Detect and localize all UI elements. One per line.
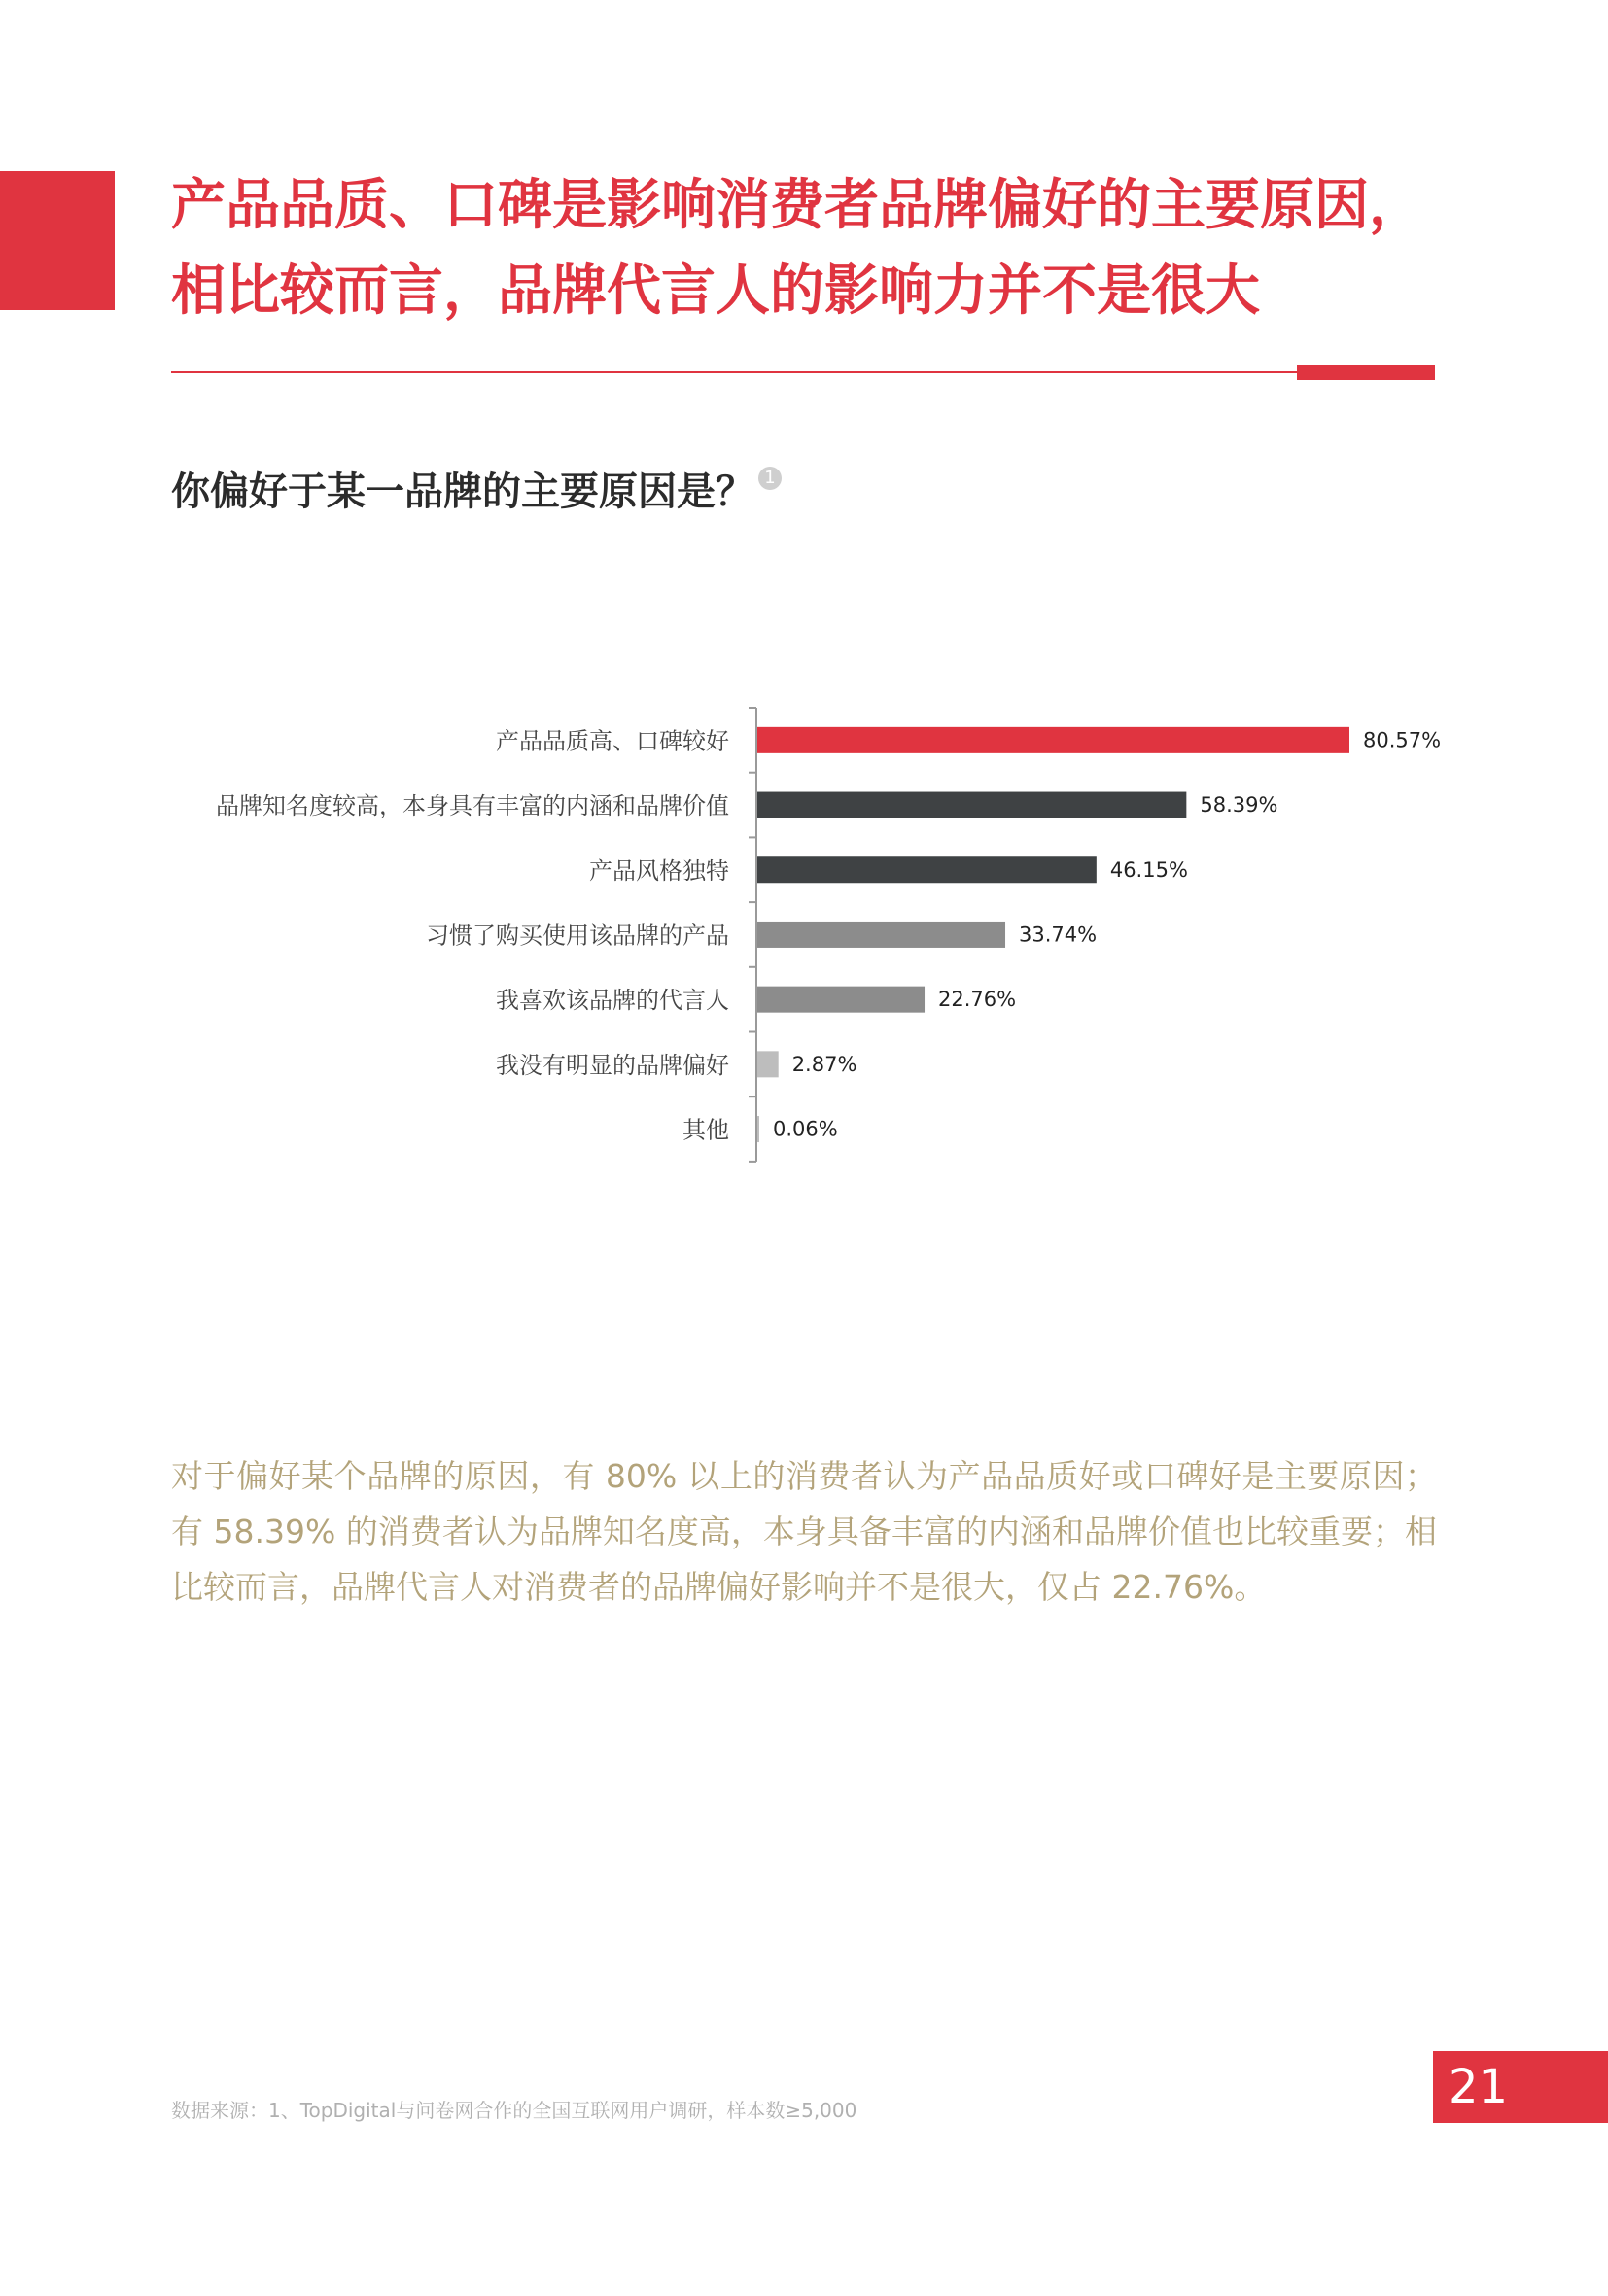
category-label: 产品风格独特 — [589, 856, 729, 885]
category-label: 其他 — [682, 1116, 729, 1144]
value-label: 33.74% — [1019, 922, 1098, 947]
bar — [757, 727, 1349, 753]
page-title-line-2: 相比较而言，品牌代言人的影响力并不是很大 — [171, 260, 1260, 323]
category-label: 品牌知名度较高，本身具有丰富的内涵和品牌价值 — [216, 792, 729, 820]
title-divider-accent — [1297, 365, 1435, 380]
value-label: 0.06% — [773, 1117, 838, 1141]
category-label: 我没有明显的品牌偏好 — [496, 1051, 729, 1079]
bar — [757, 922, 1005, 948]
left-accent-block — [0, 171, 115, 310]
category-label: 我喜欢该品牌的代言人 — [496, 987, 729, 1015]
page-title — [171, 163, 1454, 334]
value-label: 22.76% — [938, 988, 1017, 1012]
page-number: 21 — [1433, 2051, 1608, 2123]
data-source-note: 数据来源：1、TopDigital与问卷网合作的全国互联网用户调研，样本数≥5,000 — [171, 2099, 857, 2122]
footnote-marker: 1 — [758, 467, 782, 490]
category-label: 习惯了购买使用该品牌的产品 — [426, 922, 729, 950]
value-label: 2.87% — [791, 1052, 857, 1076]
bar — [757, 1116, 759, 1142]
page-title-line-1: 产品品质、口碑是影响消费者品牌偏好的主要原因， — [171, 174, 1423, 237]
chart-question-text: 你偏好于某一品牌的主要原因是？ — [171, 470, 754, 514]
category-label: 产品品质高、口碑较好 — [496, 727, 729, 755]
value-label: 46.15% — [1109, 857, 1188, 882]
bar — [757, 792, 1186, 818]
bar — [757, 987, 925, 1013]
bar — [757, 856, 1097, 883]
bar — [757, 1051, 779, 1077]
chart-question — [171, 465, 782, 519]
title-divider — [171, 371, 1435, 373]
value-label: 58.39% — [1200, 793, 1278, 818]
value-label: 80.57% — [1363, 728, 1442, 752]
summary-paragraph: 对于偏好某个品牌的原因，有 80% 以上的消费者认为产品品质好或口碑好是主要原因；有 58.39% 的消费者认为品牌知名度高，本身具备丰富的内涵和品牌价值也比较重要；相比较而言，品牌代言人对消费者的品牌偏好影响并不是很大，仅占 22.76%。 — [171, 1457, 1437, 1606]
